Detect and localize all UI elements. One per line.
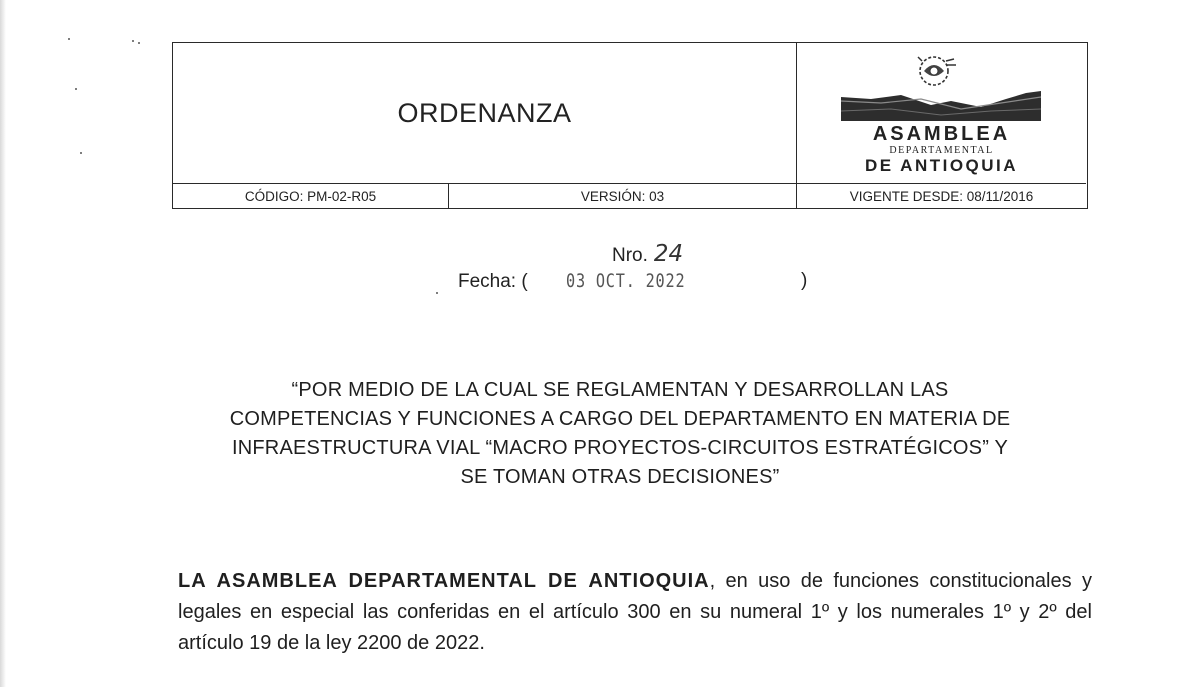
subject-line: “POR MEDIO DE LA CUAL SE REGLAMENTAN Y DESARROLLAN LAS [291,379,949,401]
logo-name-antioquia: DE ANTIOQUIA [864,156,1019,175]
document-type-title: ORDENANZA [397,97,572,128]
number-value-handwritten: 24 [653,241,684,267]
subject-line: COMPETENCIAS Y FUNCIONES A CARGO DEL DEPARTAMENTO EN MATERIA DE [229,408,1011,430]
department-seal-icon [912,51,960,89]
preamble-text: , en uso de funciones constitucionales y legales en especial las conferidas en el artículo 300 en su numeral 1º y los numerales 1º y 2º del artículo 19 de la ley 2200 de 2022. [178,570,1092,654]
preamble-lead: LA ASAMBLEA DEPARTAMENTAL DE ANTIOQUIA [178,570,710,592]
document-header-table [172,42,1088,209]
preamble-paragraph [178,566,1092,659]
date-close-paren: ) [801,270,808,291]
ordinance-subject [150,376,1090,492]
document-meta-row [173,183,1086,208]
subject-line: INFRAESTRUCTURA VIAL “MACRO PROYECTOS-CIRCUITOS ESTRATÉGICOS” Y [231,437,1009,459]
document-valid-since: VIGENTE DESDE: 08/11/2016 [849,188,1034,204]
subject-line: SE TOMAN OTRAS DECISIONES” [460,466,780,488]
document-version: VERSIÓN: 03 [449,184,797,208]
document-code: CÓDIGO: PM-02-R05 [173,184,449,208]
logo-name-asamblea: ASAMBLEA [872,123,1011,145]
date-label: Fecha: ( [458,271,528,292]
ordinance-number [612,241,683,267]
title-cell [173,43,797,183]
date-stamp: 03 OCT. 2022 [565,270,686,292]
page-edge-shadow [0,0,6,687]
number-label: Nro. [612,245,648,266]
mountain-landscape-icon [841,87,1041,121]
assembly-logo [797,43,1086,183]
logo-name-departamental: DEPARTAMENTAL [889,145,994,156]
ordinance-date [458,270,808,293]
